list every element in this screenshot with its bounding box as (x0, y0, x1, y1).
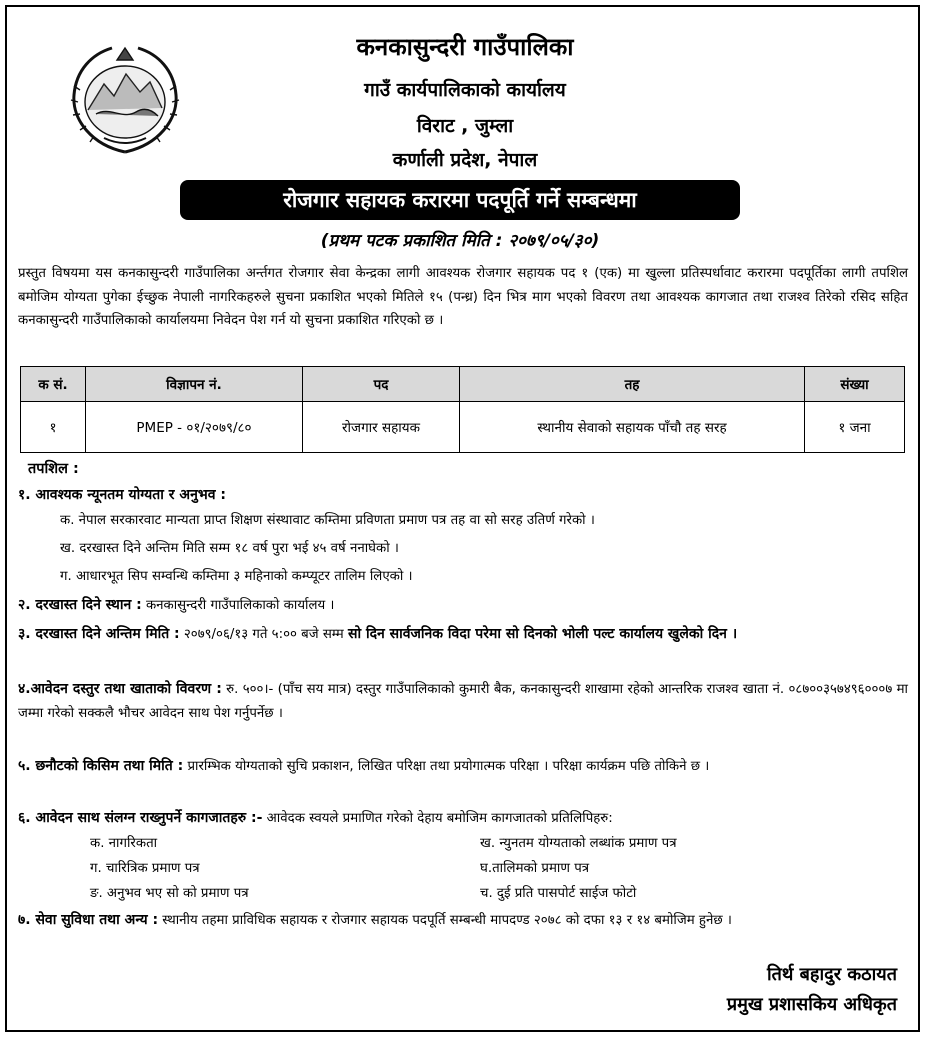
qualification-item: ग. आधारभूत सिप सम्वन्धि कम्तिमा ३ महिनाको कम्प्यूटर तालिम लिएको । (60, 569, 413, 584)
col-header-count: संख्या (805, 367, 905, 402)
details-label: तपशिल : (28, 461, 79, 477)
table-header-row (21, 367, 905, 402)
notice-title: रोजगार सहायक करारमा पदपूर्ति गर्ने सम्बन्धमा (283, 188, 637, 212)
section-4-title: ४.आवेदन दस्तुर तथा खाताको विवरण : (18, 681, 222, 697)
vacancy-table (20, 366, 905, 453)
table-row (21, 402, 905, 453)
section-6 (18, 806, 908, 831)
section-3-title: ३. दरखास्त दिने अन्तिम मिति : (18, 626, 180, 642)
section-2 (18, 593, 908, 618)
section-3-text: २०७९/०६/१३ गते ५:०० बजे सम्म (183, 627, 344, 642)
section-7 (18, 908, 908, 933)
qualification-item: ख. दरखास्त दिने अन्तिम मिति सम्म १८ वर्ष पुरा भई ४५ वर्ष ननाघेको । (60, 541, 399, 556)
section-5 (18, 754, 908, 779)
cell-post: रोजगार सहायक (303, 402, 460, 453)
section-3-bold-text: सो दिन सार्वजनिक विदा परेमा सो दिनको भोली पल्ट कार्यालय खुलेको दिन । (347, 626, 738, 642)
publish-date: (प्रथम पटक प्रकाशित मिति : २०७९/०५/३०) (320, 231, 600, 251)
cell-serial: १ (21, 402, 86, 453)
signatory-name: तिर्थ बहादुर कठायत (766, 964, 897, 985)
cell-count: १ जना (805, 402, 905, 453)
section-5-title: ५. छनौटको किसिम तथा मिति : (18, 758, 184, 774)
section-7-title: ७. सेवा सुविधा तथा अन्य : (18, 912, 159, 928)
section-4 (18, 677, 908, 726)
document-item: घ.तालिमको प्रमाण पत्र (480, 861, 590, 876)
col-header-serial: क सं. (21, 367, 86, 402)
section-6-text: आवेदक स्वयले प्रमाणित गरेको देहाय बमोजिम कागजातको प्रतिलिपिहरु: (266, 811, 613, 826)
office-subtitle: गाउँ कार्यपालिकाको कार्यालय (364, 79, 566, 101)
document-item: क. नागरिकता (90, 836, 158, 851)
office-province: कर्णाली प्रदेश, नेपाल (392, 149, 538, 171)
col-header-post: पद (303, 367, 460, 402)
col-header-level: तह (460, 367, 805, 402)
section-3 (18, 622, 908, 647)
section-6-title: ६. आवेदन साथ संलग्न राख्नुपर्ने कागजातहरु :- (18, 810, 263, 826)
section-2-text: कनकासुन्दरी गाउँपालिकाको कार्यालय । (145, 598, 335, 613)
notice-title-banner (180, 180, 740, 220)
qualification-item: क. नेपाल सरकारवाट मान्यता प्राप्त शिक्षण संस्थावाट कम्तिमा प्रविणता प्रमाण पत्र तह वा सो सरह उतिर्ण गरेको । (60, 513, 595, 528)
section-5-text: प्रारम्भिक योग्यताको सुचि प्रकाशन, लिखित परिक्षा तथा प्रयोगात्मक परिक्षा । परिक्षा कार्यक्रम पछि तोकिने छ । (187, 759, 710, 774)
nepal-government-emblem (62, 40, 188, 158)
document-item: च. दुई प्रति पासपोर्ट साईज फोटो (480, 886, 637, 901)
document-item: ङ. अनुभव भए सो को प्रमाण पत्र (90, 886, 249, 901)
document-item: ग. चारित्रिक प्रमाण पत्र (90, 861, 200, 876)
section-7-text: स्थानीय तहमा प्राविधिक सहायक र रोजगार सहायक पदपूर्ति सम्बन्धी मापदण्ड २०७८ को दफा १३ र १४ बमोजिम हुनेछ । (162, 913, 732, 928)
col-header-ad-no: विज्ञापन नं. (86, 367, 303, 402)
signatory-designation: प्रमुख प्रशासकिय अधिकृत (726, 994, 897, 1015)
section-1-title: १. आवश्यक न्यूनतम योग्यता र अनुभव : (18, 487, 226, 503)
office-name: कनकासुन्दरी गाउँपालिका (356, 33, 574, 61)
document-item: ख. न्युनतम योग्यताको लब्धांक प्रमाण पत्र (480, 836, 677, 851)
cell-level: स्थानीय सेवाको सहायक पाँचौ तह सरह (460, 402, 805, 453)
section-2-title: २. दरखास्त दिने स्थान : (18, 597, 142, 613)
office-location: विराट , जुम्ला (416, 115, 514, 137)
intro-paragraph: प्रस्तुत विषयमा यस कनकासुन्दरी गाउँपालिका अर्न्तगत रोजगार सेवा केन्द्रका लागी आवश्यक रोजगार सहायक पद १ (एक) मा खुल्ला प्रतिस्पर्धावाट करारमा पदपूर्तिका लागी तपशिल बमोजिम योग्यता पुगेका ईच्छुक नेपाली नागरिकहरुले सुचना प्रकाशित भएको मितिले १५ (पन्ध्र) दिन भित्र माग भएको विवरण तथा आवश्यक कागजात तथा राजश्व तिरेको रसिद सहित कनकासुन्दरी गाउँपालिकाको कार्यालयमा निवेदन पेश गर्न यो सुचना प्रकाशित गरिएको छ । (18, 266, 908, 328)
cell-ad-no: PMEP - ०१/२०७९/८० (86, 402, 303, 453)
section-4-text: रु. ५००।- (पाँच सय मात्र) दस्तुर गाउँपालिकाको कुमारी बैक, कनकासुन्दरी शाखामा रहेको आन्तरिक राजश्व खाता नं. ०८७००३५७४९६०००७ मा जम्मा गरेको सक्कलै भौचर आवेदन साथ पेश गर्नुपर्नेछ । (18, 682, 908, 721)
